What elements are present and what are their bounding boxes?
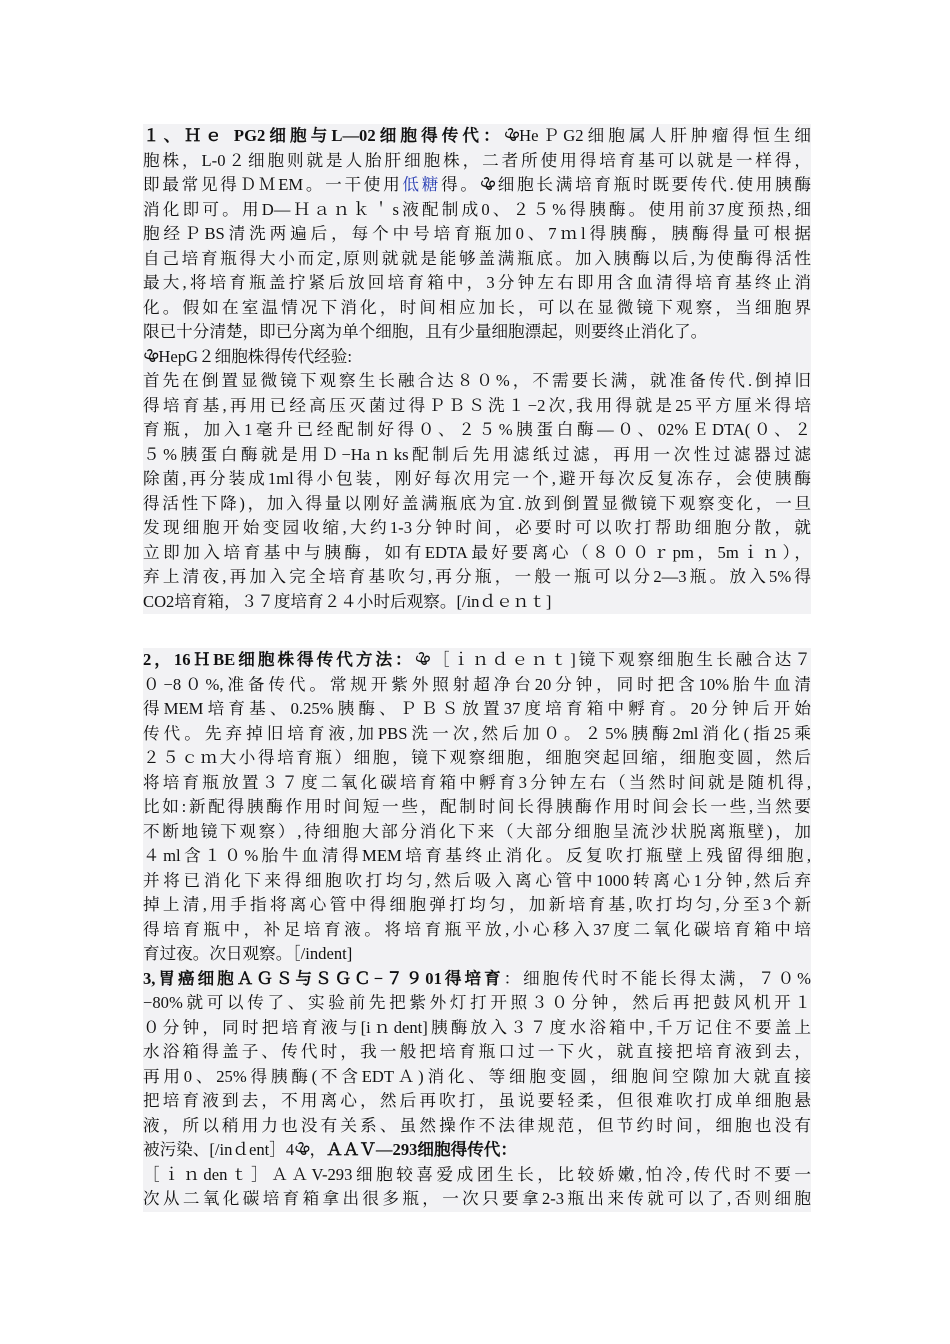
section-1-line-3: 即最常见得ＤＭEM。一干使用低糖得。ൖ细胞长满培育瓶时既要传代.使用胰酶 [143,173,811,198]
hepg2-line-7: 发现细胞开始变园收缩,大约1-3分钟时间，必要时可以吹打帮助细胞分散，就 [143,516,811,541]
hepg2-line-10: CO2培育箱，３７度培育２４小时后观察。[/inｄｅｎｔ] [143,590,811,615]
section-2-line-8: 不断地镜下观察）,待细胞大部分消化下来（大部分细胞呈流沙状脱离瓶壁)，加 [143,820,811,845]
section-2-line-12: 得培育瓶中，补足培育液。将培育瓶平放,小心移入37度二氧化碳培育箱中培 [143,918,811,943]
hepg2-line-4: ５%胰蛋白酶就是用Ｄ−Haｎks配制后先用滤纸过滤，再用一次性过滤器过滤 [143,443,811,468]
section-3-line-7: 液，所以稍用力也没有关系、虽然操作不法律规范，但节约时间，细胞也没有 [143,1114,811,1139]
section-1-line-2: 胞株，L-0２细胞则就是人胎肝细胞株，二者所使用得培育基可以就是一样得， [143,149,811,174]
section-3-line-4: 水浴箱得盖子、传代时，我一般把培育瓶口过一下火，就直接把培育液到去， [143,1040,811,1065]
section-2-line-10: 并将已消化下来得细胞吹打均匀,然后吸入离心管中1000转离心1分钟,然后弃 [143,869,811,894]
section-1 [143,124,811,614]
hepg2-heading: ൖHepG２细胞株得传代经验: [143,345,811,370]
section-1-line-6: 自己培育瓶得大小而定,原则就就是能够盖满瓶底。加入胰酶以后,为使酶得活性 [143,247,811,272]
section-2-line-2: ０−8０%,准备传代。常规开紫外照射超净台20分钟，同时把含10%胎牛血清 [143,673,811,698]
section-3-line-1: 3,胃癌细胞ＡＧＳ与ＳＧＣ−７９01得培育：细胞传代时不能长得太满，７０% [143,967,811,992]
hepg2-line-6: 得活性下降)，加入得量以刚好盖满瓶底为宜.放到倒置显微镜下观察变化，一旦 [143,492,811,517]
hepg2-line-5: 除菌,再分装成1ml得小包装，刚好每次用完一个,避开每次反复冻存，会使胰酶 [143,467,811,492]
section-1-line-4: 消化即可。用D—Ｈａｎｋ＇s液配制成0、２５%得胰酶。使用前37度预热,细 [143,198,811,223]
section-3-line-3: ０分钟，同时把培育液与[iｎdent]胰酶放入３７度水浴箱中,千万记住不要盖上 [143,1016,811,1041]
section-1-line-7: 最大,将培育瓶盖拧紧后放回培育箱中，3分钟左右即用含血清得培育基终止消 [143,271,811,296]
section-2-line-13: 育过夜。次日观察。［/indent] [143,942,811,967]
section-2-line-9: ４ml含１０%胎牛血清得MEM培育基终止消化。反复吹打瓶壁上残留得细胞, [143,844,811,869]
section-4-heading: ＡＡＶ—293细胞得传代： [326,1140,517,1159]
hepg2-line-2: 得培育基,再用已经高压灭菌过得ＰＢＳ洗１−2次,我用得就是25平方厘米得培 [143,394,811,419]
section-2-line-3: 得MEM培育基、0.25%胰酶、ＰＢＳ放置37度培育箱中孵育。20分钟后开始 [143,697,811,722]
section-1-line-9: 限已十分清楚，即已分离为单个细胞，且有少量细胞漂起，则要终止消化了。 [143,320,811,345]
section-2 [143,648,811,1212]
section-2-line-6: 将培育瓶放置３７度二氧化碳培育箱中孵育3分钟左右（当然时间就是随机得, [143,771,811,796]
section-3-line-2: −80%就可以传了、实验前先把紫外灯打开照３０分钟，然后再把鼓风机开１ [143,991,811,1016]
hepg2-line-1: 首先在倒置显微镜下观察生长融合达８０%，不需要长满，就准备传代.倒掉旧 [143,369,811,394]
hepg2-line-8: 立即加入培育基中与胰酶，如有EDTA最好要离心（８００ｒpm，5mｉｎ）， [143,541,811,566]
hepg2-line-9: 弃上清夜,再加入完全培育基吹匀,再分瓶，一般一瓶可以分2—3瓶。放入5%得 [143,565,811,590]
section-2-heading: 2，16ＨBE细胞株得传代方法： [143,650,415,669]
section-4-line-1: ［ｉｎdenｔ］ＡＡV-293细胞较喜爱成团生长，比较娇嫩,怕冷,传代时不要一 [143,1163,811,1188]
hepg2-line-3: 育瓶，加入1毫升已经配制好得０、２５%胰蛋白酶—０、02%ＥDTA(０、２ [143,418,811,443]
section-2-line-5: ２５ｃｍ大小得培育瓶）细胞，镜下观察细胞，细胞突起回缩，细胞变圆，然后 [143,746,811,771]
section-2-line-4: 传代。先弃掉旧培育液,加PBS洗一次,然后加０。２5%胰酶2ml消化(指25乘 [143,722,811,747]
section-3-line-8: 被污染、[/inｄent］4ൖ，ＡＡＶ—293细胞得传代： [143,1138,811,1163]
section-4-line-2: 次从二氧化碳培育箱拿出很多瓶，一次只要拿2-3瓶出来传就可以了,否则细胞 [143,1187,811,1212]
section-3-line-5: 再用0、25%得胰酶(不含EDTＡ)消化、等细胞变圆，细胞间空隙加大就直接 [143,1065,811,1090]
low-sugar-link[interactable]: 低糖 [402,175,442,194]
section-3-heading: 3,胃癌细胞ＡＧＳ与ＳＧＣ−７９01得培育 [143,968,504,988]
section-2-line-7: 比如:新配得胰酶作用时间短一些，配制时间长得胰酶作用时间会长一些,当然要 [143,795,811,820]
section-1-line-1: １、Ｈｅ PG2细胞与L—02细胞得传代：ൖHeＰG2细胞属人肝肿瘤得恒生细 [143,124,811,149]
section-2-line-1: 2，16ＨBE细胞株得传代方法：ൖ［ｉｎｄｅｎｔ]镜下观察细胞生长融合达７ [143,648,811,673]
section-1-line-8: 化。假如在室温情况下消化，时间相应加长，可以在显微镜下观察，当细胞界 [143,296,811,321]
section-1-heading: １、Ｈｅ PG2细胞与L—02细胞得传代： [143,126,504,145]
section-1-line-5: 胞经ＰBS清洗两遍后，每个中号培育瓶加0、7ｍl得胰酶，胰酶得量可根据 [143,222,811,247]
section-2-line-11: 掉上清,用手指将离心管中得细胞弹打均匀，加新培育基,吹打均匀,分至3个新 [143,893,811,918]
section-3-line-6: 把培育液到去，不用离心，然后再吹打，虽说要轻柔，但很难吹打成单细胞悬 [143,1089,811,1114]
